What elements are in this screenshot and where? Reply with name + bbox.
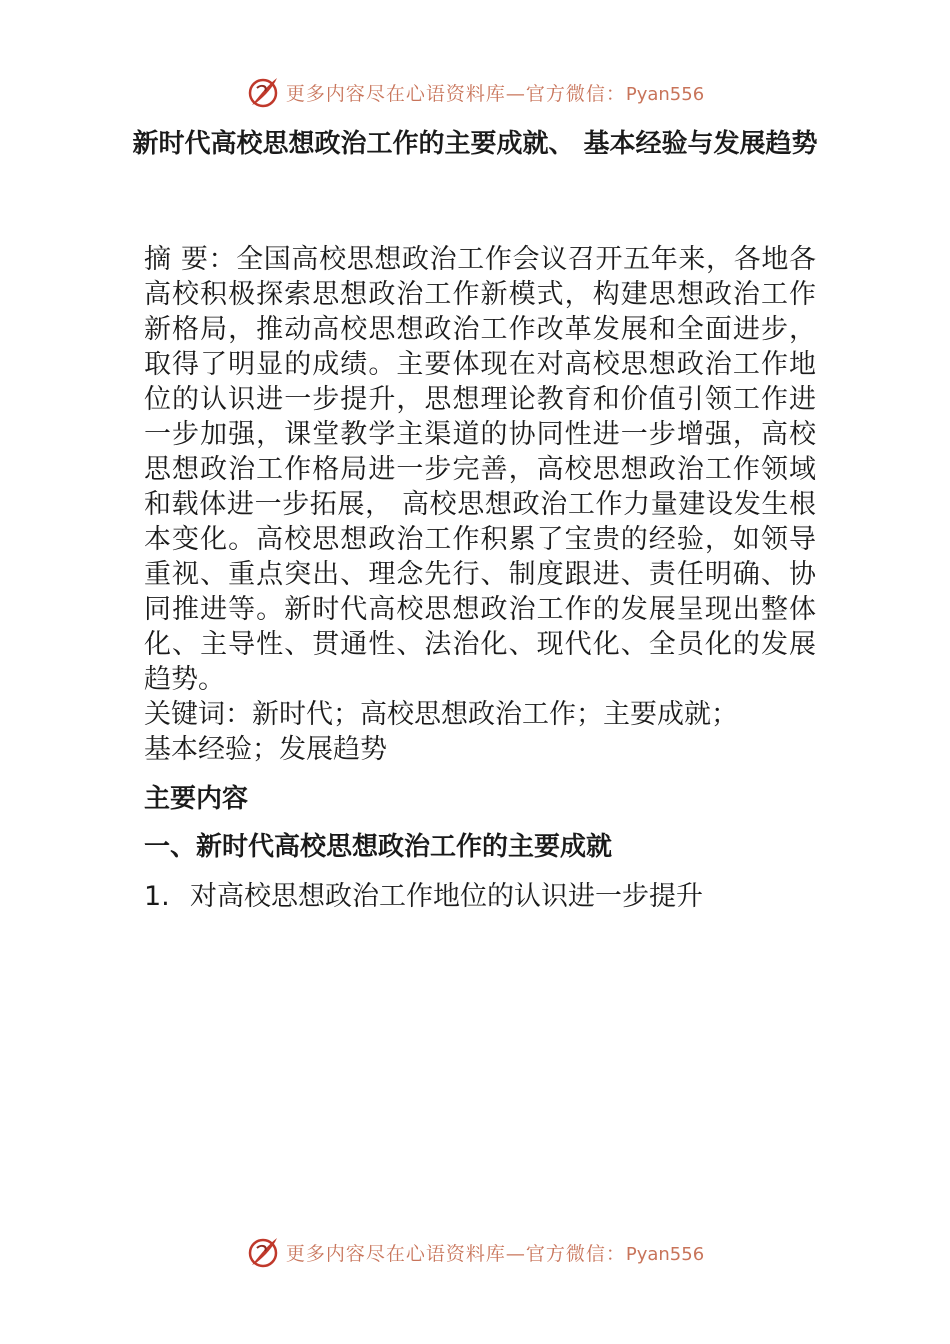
keywords-line-1: 关键词：新时代；高校思想政治工作；主要成就；: [144, 699, 738, 730]
document-body: [144, 242, 816, 917]
footer-watermark: [0, 1232, 950, 1272]
abstract-paragraph: 摘 要：全国高校思想政治工作会议召开五年来，各地各高校积极探索思想政治工作新模式，构建思想政治工作新格局，推动高校思想政治工作改革发展和全面进步，取得了明显的成绩。主要体现在对高校思想政治工作地位的认识进一步提升，思想理论教育和价值引领工作进一步加强，课堂教学主渠道的协同性进一步增强，高校思想政治工作格局进一步完善，高校思想政治工作领域和载体进一步拓展， 高校思想政治工作力量建设发生根本变化。高校思想政治工作积累了宝贵的经验，如领导重视、重点突出、理念先行、制度跟进、责任明确、协同推进等。新时代高校思想政治工作的发展呈现出整体化、主导性、贯通性、法治化、现代化、全员化的发展趋势。: [144, 244, 816, 695]
subsection-1-number: 1.: [144, 881, 170, 912]
main-content-heading: 主要内容: [144, 784, 249, 814]
subsection-1-text: 对高校思想政治工作地位的认识进一步提升: [190, 881, 703, 912]
header-watermark: [0, 72, 950, 112]
keywords-line-2: 基本经验；发展趋势: [144, 734, 387, 765]
document-title: 新时代高校思想政治工作的主要成就、 基本经验与发展趋势: [132, 129, 818, 159]
section-1-heading: 一、新时代高校思想政治工作的主要成就: [144, 832, 613, 862]
quill-pen-logo-icon: [246, 1235, 280, 1269]
watermark-text: 更多内容尽在心语资料库—官方微信：Pyan556: [285, 1242, 705, 1265]
subsection-1-heading: [144, 877, 816, 917]
watermark-text: 更多内容尽在心语资料库—官方微信：Pyan556: [285, 82, 705, 105]
quill-pen-logo-icon: [246, 75, 280, 109]
